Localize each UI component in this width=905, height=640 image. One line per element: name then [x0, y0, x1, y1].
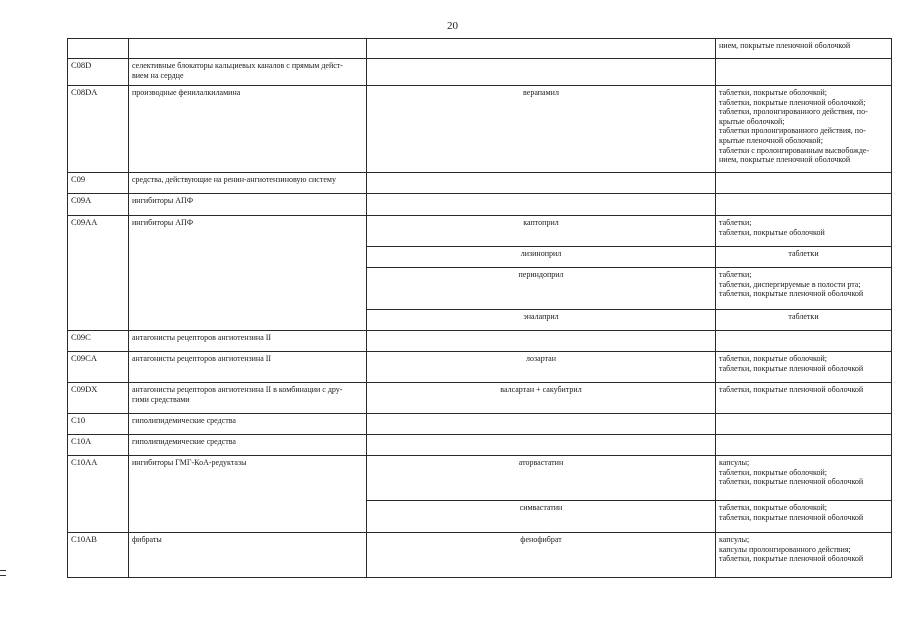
group-name-line: вием на сердце — [132, 70, 184, 80]
dosage-form-cell — [716, 39, 892, 59]
dosage-form-cell — [716, 194, 892, 216]
dosage-form-line: таблетки — [788, 312, 819, 321]
group-name-line: гиполипидемические средства — [132, 437, 236, 446]
substance-cell: лизиноприл — [367, 247, 716, 268]
group-name-line: ингибиторы АПФ — [132, 218, 194, 227]
substance-cell — [367, 173, 716, 194]
atc-code-cell: C10 — [68, 414, 129, 435]
dosage-form-line: таблетки, пролонгированного действия, по- — [719, 107, 868, 117]
dosage-form-line: крытые оболочкой; — [719, 116, 785, 126]
table-row — [68, 86, 892, 173]
table-row — [68, 383, 892, 414]
dosage-form-line: таблетки, покрытые пленочной оболочкой — [719, 512, 864, 522]
group-name-cell — [129, 194, 367, 216]
atc-code-cell: C09C — [68, 331, 129, 352]
atc-code-cell: C09 — [68, 173, 129, 194]
dosage-form-cell — [716, 59, 892, 86]
substance-cell — [367, 435, 716, 456]
atc-code-cell: C09AA — [68, 216, 129, 331]
group-name-line: антагонисты рецепторов ангиотензина II — [132, 354, 272, 363]
group-name-line: гиполипидемические средства — [132, 416, 236, 425]
substance-cell: каптоприл — [367, 216, 716, 247]
substance-cell: верапамил — [367, 86, 716, 173]
dosage-form-cell — [716, 86, 892, 173]
substance-cell: валсартан + сакубитрил — [367, 383, 716, 414]
dosage-form-line: таблетки, покрытые оболочкой; — [719, 503, 827, 512]
page-number: 20 — [447, 20, 458, 32]
dosage-form-line: таблетки пролонгированного действия, по- — [719, 126, 866, 136]
atc-code-cell: C09DX — [68, 383, 129, 414]
dosage-form-cell — [716, 310, 892, 331]
group-name-cell — [129, 173, 367, 194]
dosage-form-cell — [716, 173, 892, 194]
substance-cell — [367, 194, 716, 216]
substance-cell — [367, 39, 716, 59]
substance-cell: лозартан — [367, 352, 716, 383]
substance-cell: симвастатин — [367, 501, 716, 533]
group-name-cell — [129, 435, 367, 456]
group-name-cell — [129, 456, 367, 533]
atc-code-cell: C10A — [68, 435, 129, 456]
group-name-cell — [129, 59, 367, 86]
atc-code-cell — [68, 39, 129, 59]
dosage-form-line: таблетки — [788, 249, 819, 258]
table-row — [68, 352, 892, 383]
dosage-form-line: таблетки, покрытые пленочной оболочкой — [719, 554, 864, 564]
table-row — [68, 194, 892, 216]
dosage-form-cell — [716, 331, 892, 352]
dosage-form-cell — [716, 216, 892, 247]
dosage-form-line: таблетки, покрытые пленочной оболочкой — [719, 363, 864, 373]
table-row — [68, 39, 892, 59]
group-name-line: антагонисты рецепторов ангиотензина II — [132, 333, 272, 342]
substance-cell: аторвастатин — [367, 456, 716, 501]
table-row — [68, 173, 892, 194]
atc-code-cell: C08DA — [68, 86, 129, 173]
dosage-form-cell — [716, 268, 892, 310]
dosage-form-cell — [716, 352, 892, 383]
dosage-form-line: таблетки, покрытые оболочкой — [719, 227, 825, 237]
group-name-line: средства, действующие на ренин-ангиотензиновую систему — [132, 175, 336, 184]
dosage-form-cell — [716, 383, 892, 414]
dosage-form-line: таблетки; — [719, 270, 752, 279]
dosage-form-line: таблетки, покрытые оболочкой; — [719, 88, 827, 97]
atc-code-cell: C09CA — [68, 352, 129, 383]
substance-cell: периндоприл — [367, 268, 716, 310]
dosage-form-line: капсулы; — [719, 535, 750, 544]
group-name-line: ингибиторы ГМГ-КоА-редуктазы — [132, 458, 247, 467]
substance-cell — [367, 331, 716, 352]
group-name-cell — [129, 39, 367, 59]
group-name-cell — [129, 533, 367, 578]
group-name-cell — [129, 331, 367, 352]
group-name-line: ингибиторы АПФ — [132, 196, 194, 205]
dosage-form-line: капсулы; — [719, 458, 750, 467]
table-row — [68, 435, 892, 456]
table-row — [68, 414, 892, 435]
group-name-cell — [129, 352, 367, 383]
table-row — [68, 59, 892, 86]
atc-code-cell: C10AA — [68, 456, 129, 533]
dosage-form-line: таблетки, диспергируемые в полости рта; — [719, 279, 861, 289]
dosage-form-line: нием, покрытые пленочной оболочкой — [719, 155, 851, 165]
group-name-line: фибраты — [132, 535, 162, 544]
table-row — [68, 331, 892, 352]
substance-cell: фенофибрат — [367, 533, 716, 578]
substance-cell — [367, 414, 716, 435]
dosage-form-line: капсулы пролонгированного действия; — [719, 544, 851, 554]
dosage-form-line: таблетки, покрытые оболочкой; — [719, 354, 827, 363]
group-name-line: селективные блокаторы кальциевых каналов с прямым дейст- — [132, 61, 343, 70]
table-row — [68, 533, 892, 578]
atc-code-cell: C10AB — [68, 533, 129, 578]
dosage-form-cell — [716, 435, 892, 456]
table-row — [68, 216, 892, 247]
dosage-form-line: таблетки с пролонгированным высвобожде- — [719, 145, 870, 155]
table-row — [68, 456, 892, 501]
dosage-form-line: таблетки; — [719, 218, 752, 227]
substance-cell — [367, 59, 716, 86]
group-name-cell — [129, 414, 367, 435]
dosage-form-line: таблетки, покрытые пленочной оболочкой — [719, 477, 864, 487]
atc-code-cell: C09A — [68, 194, 129, 216]
atc-code-cell: C08D — [68, 59, 129, 86]
group-name-line: гими средствами — [132, 394, 190, 404]
dosage-form-line: нием, покрытые пленочной оболочкой — [719, 41, 851, 50]
margin-mark — [0, 570, 6, 576]
dosage-form-line: таблетки, покрытые пленочной оболочкой — [719, 385, 864, 394]
group-name-cell — [129, 216, 367, 331]
dosage-form-cell — [716, 501, 892, 533]
group-name-line: производные фенилалкиламина — [132, 88, 241, 97]
dosage-form-cell — [716, 456, 892, 501]
dosage-form-line: таблетки, покрытые пленочной оболочкой; — [719, 97, 866, 107]
dosage-form-cell — [716, 247, 892, 268]
dosage-form-line: таблетки, покрытые оболочкой; — [719, 467, 827, 477]
dosage-form-cell — [716, 533, 892, 578]
group-name-cell — [129, 383, 367, 414]
drug-classification-table — [67, 38, 892, 578]
substance-cell: эналаприл — [367, 310, 716, 331]
group-name-cell — [129, 86, 367, 173]
dosage-form-line: крытые пленочной оболочкой; — [719, 135, 823, 145]
dosage-form-cell — [716, 414, 892, 435]
group-name-line: антагонисты рецепторов ангиотензина II в комбинации с дру- — [132, 385, 343, 394]
dosage-form-line: таблетки, покрытые пленочной оболочкой — [719, 289, 864, 299]
